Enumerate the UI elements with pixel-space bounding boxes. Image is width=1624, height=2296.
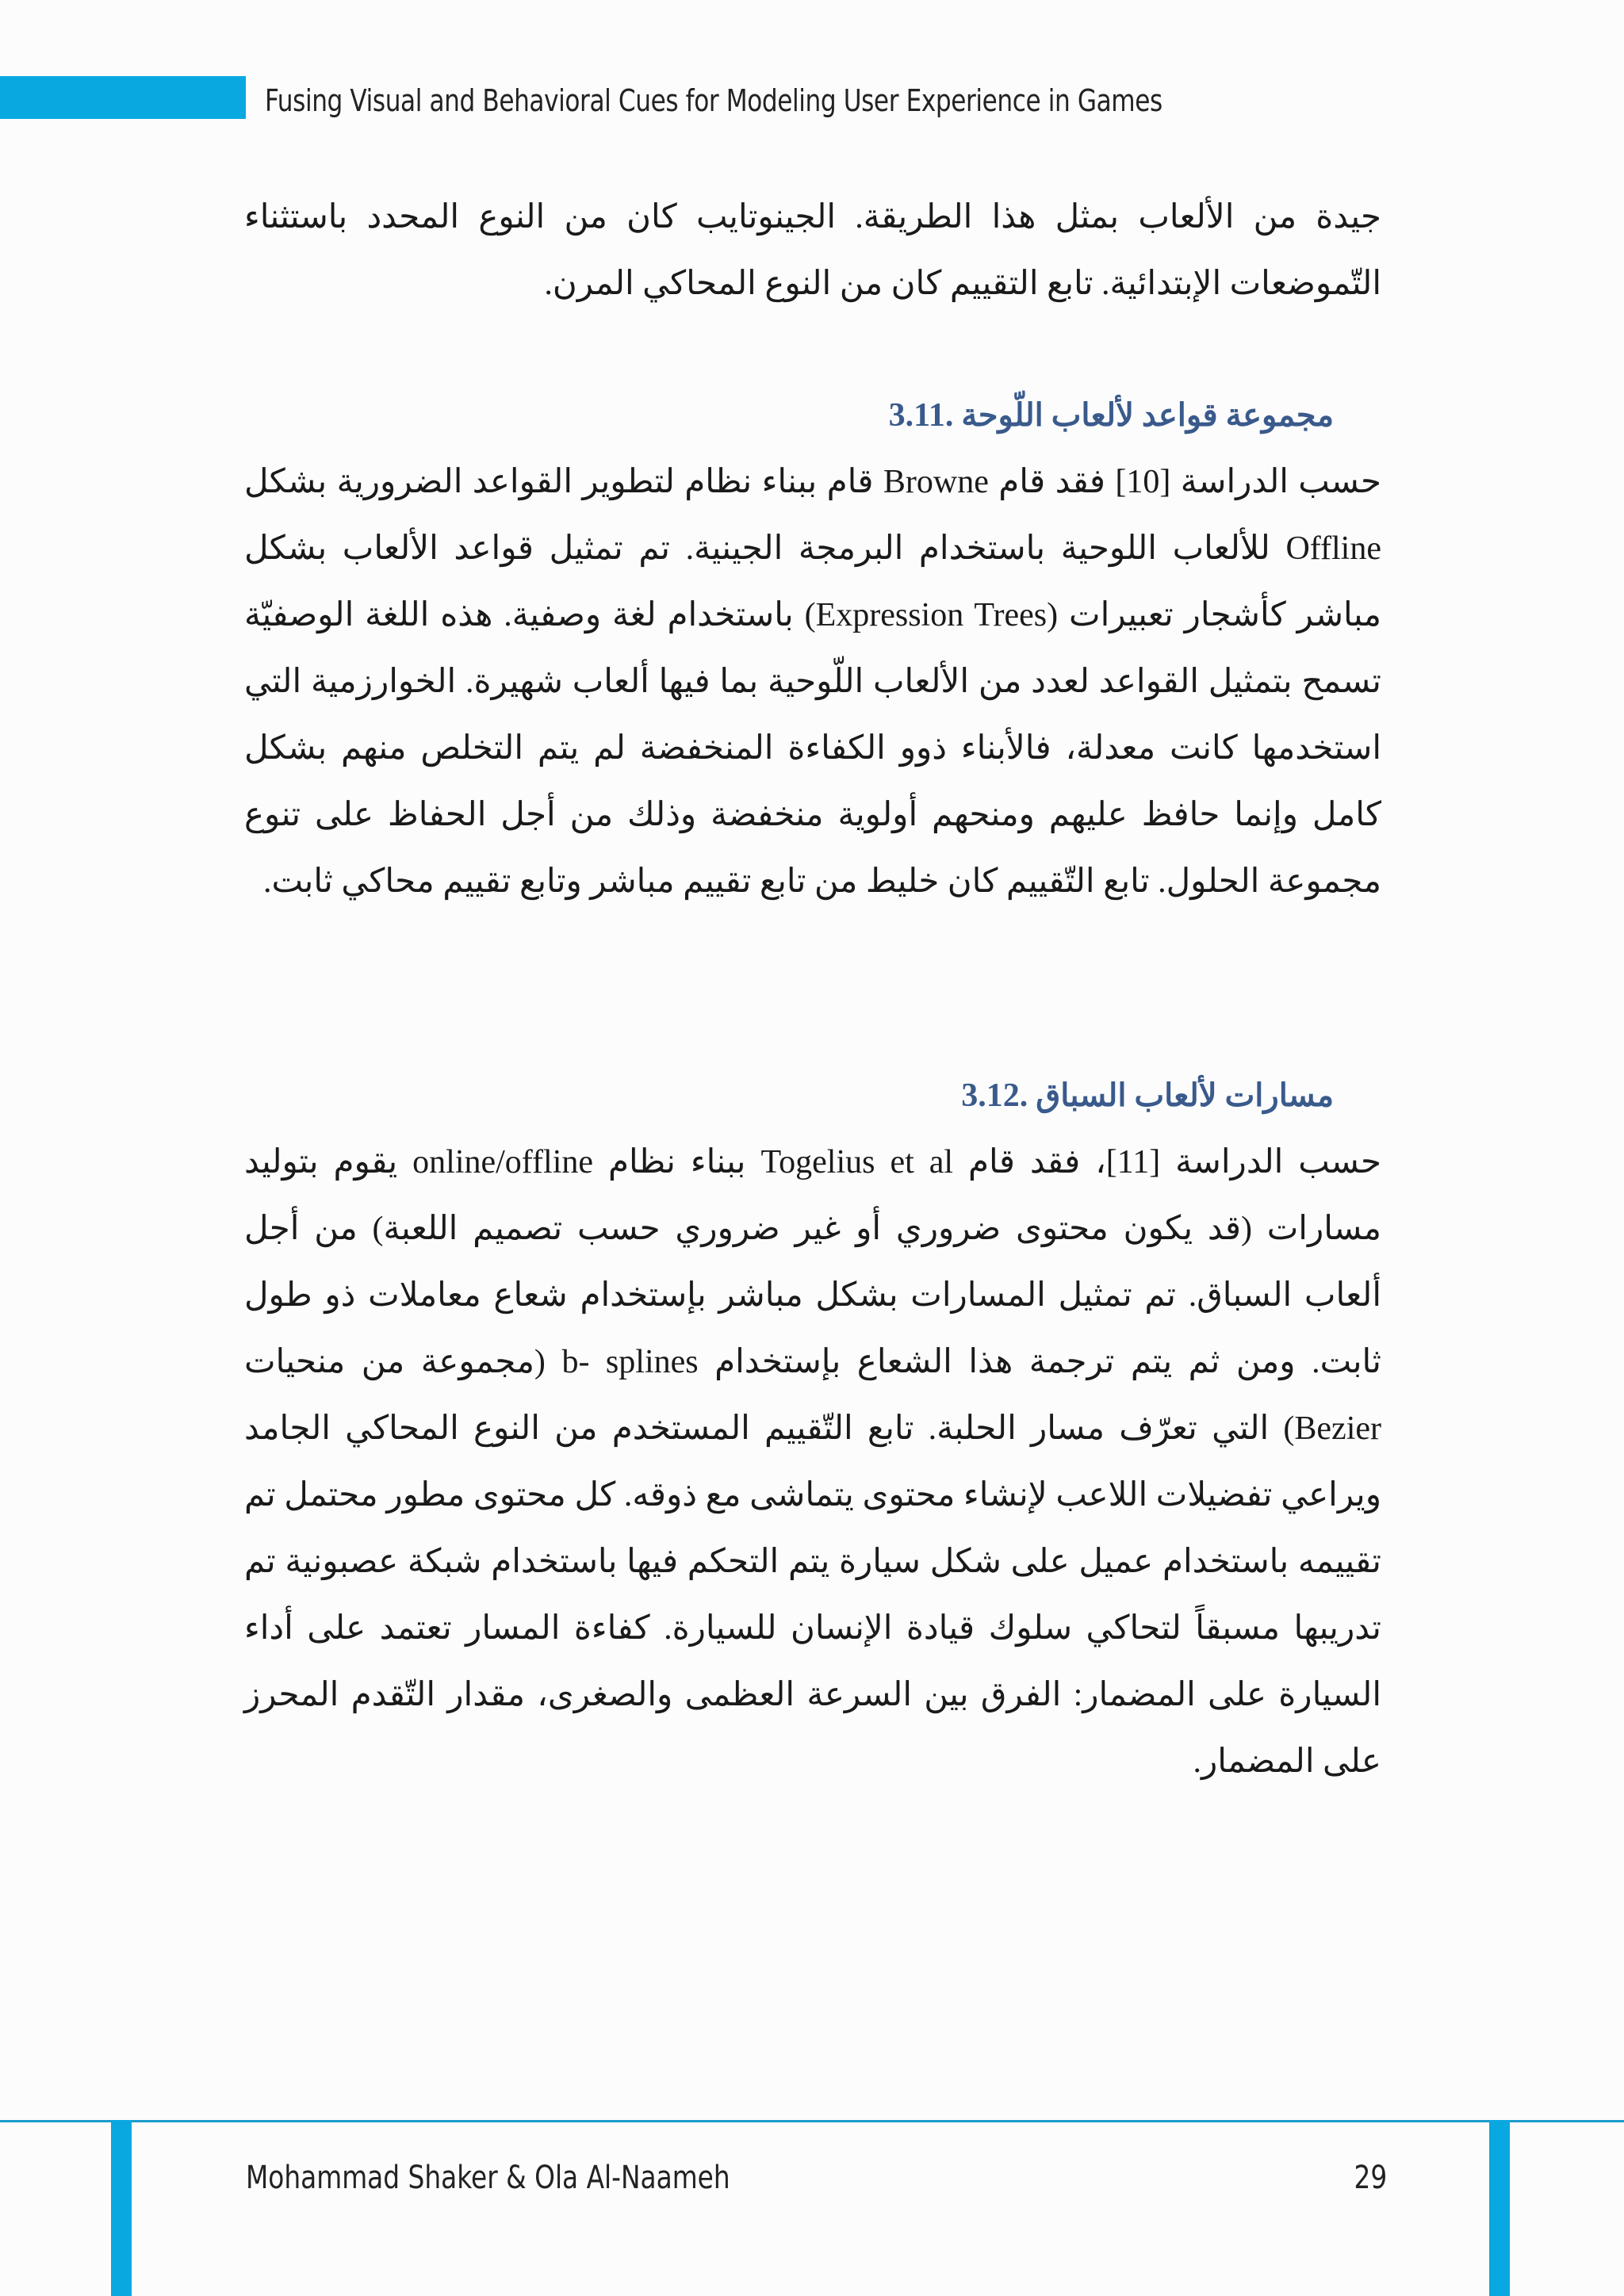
header-accent-bar [0, 76, 246, 119]
footer-accent-bar-left [111, 2120, 132, 2296]
footer-authors: Mohammad Shaker & Ola Al-Naameh [246, 2160, 730, 2196]
paragraph-racing-games-text: حسب الدراسة [11]، فقد قام Togelius et al ببناء نظام online/offline يقوم بتوليد مسارات (قد يكون محتوى ضروري أو غير ضروري حسب تصميم اللعبة) من أجل ألعاب السباق. تم تمثيل المسارات بشكل مباشر بإستخدام شعاع معاملات ذو طول ثابت. ومن ثم يتم ترجمة هذا الشعاع بإستخدام b- splines (مجموعة من منحيات Bezier) التي تعرّف مسار الحلبة. تابع التّقييم المستخدم من النوع المحاكي الجامد ويراعي تفضيلات اللاعب لإنشاء محتوى يتماشى مع ذوقه. كل محتوى مطور محتمل تم تقييمه باستخدام عميل على شكل سيارة يتم التحكم فيها باستخدام شبكة عصبونية تم تدريبها مسبقاً لتحاكي سلوك قيادة الإنسان للسيارة. كفاءة المسار تعتمد على أداء السيارة على المضمار: الفرق بين السرعة العظمى والصغرى، مقدار التّقدم المحرز على المضمار. [244, 1144, 1381, 1780]
paragraph-racing-games [244, 1129, 1381, 1795]
paragraph-intro [244, 184, 1381, 317]
section-title: مجموعة قواعد لألعاب اللّوحة [961, 397, 1334, 433]
running-header-title: Fusing Visual and Behavioral Cues for Modeling User Experience in Games [265, 83, 1162, 118]
section-title: مسارات لألعاب السباق [1036, 1077, 1334, 1113]
paragraph-board-games-text: حسب الدراسة [10] فقد قام Browne قام ببناء نظام لتطوير القواعد الضرورية بشكل Offline للألعاب اللوحية باستخدام البرمجة الجينية. تم تمثيل قواعد الألعاب بشكل مباشر كأشجار تعبيرات (Expression Trees) باستخدام لغة وصفية. هذه اللغة الوصفيّة تسمح بتمثيل القواعد لعدد من الألعاب اللّوحية بما فيها ألعاب شهيرة. الخوارزمية التي استخدمها كانت معدلة، فالأبناء ذوو الكفاءة المنخفضة لم يتم التخلص منهم بشكل كامل وإنما حافظ عليهم ومنحهم أولوية منخفضة وذلك من أجل الحفاظ على تنوع مجموعة الحلول. تابع التّقييم كان خليط من تابع تقييم مباشر وتابع تقييم محاكي ثابت. [244, 464, 1381, 900]
paragraph-board-games [244, 449, 1381, 915]
paragraph-intro-text: جيدة من الألعاب بمثل هذا الطريقة. الجينوتايب كان من النوع المحدد باستثناء التّموضعات الإبتدائية. تابع التقييم كان من النوع المحاكي المرن. [244, 199, 1381, 302]
page-number: 29 [1354, 2160, 1388, 2196]
footer-rule [0, 2120, 1624, 2122]
section-number: .3.12 [961, 1077, 1028, 1114]
footer-accent-bar-right [1489, 2120, 1510, 2296]
section-number: .3.11 [888, 397, 954, 434]
section-heading-3-12 [793, 1064, 1334, 1127]
section-heading-3-11 [793, 384, 1334, 447]
